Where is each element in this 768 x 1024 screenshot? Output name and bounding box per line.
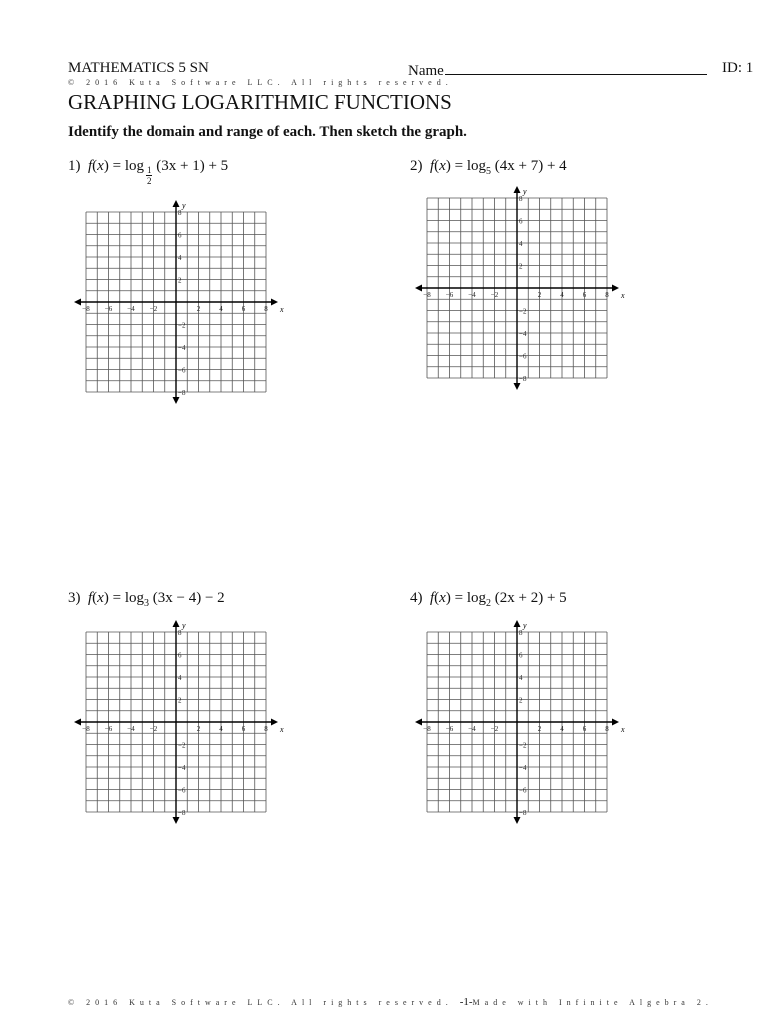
- function-name: f: [430, 590, 435, 606]
- y-tick-label: −4: [178, 764, 186, 772]
- y-tick-label: 4: [178, 674, 182, 682]
- y-tick-label: 8: [178, 629, 182, 637]
- base-numerator: 1: [146, 165, 152, 175]
- problem-2: 2) $f(x) = \log_5 (4x + 7) + 4$: [410, 158, 567, 177]
- x-axis-arrow-left-icon: [415, 285, 422, 292]
- y-tick-label: 6: [519, 217, 523, 226]
- x-tick-label: 6: [582, 291, 587, 299]
- x-tick-label: 2: [196, 305, 201, 313]
- y-axis-arrow-down-icon: [173, 397, 180, 404]
- x-tick-label: −2: [490, 291, 499, 299]
- log-argument: (3x + 1): [156, 158, 205, 174]
- x-axis-arrow-left-icon: [74, 299, 81, 306]
- x-tick-label: −8: [423, 725, 431, 733]
- y-tick-label: 2: [178, 276, 182, 285]
- function-variable: x: [97, 590, 104, 606]
- y-tick-label: 8: [178, 209, 182, 217]
- function-name: f: [430, 158, 435, 174]
- x-tick-label: −4: [468, 291, 476, 299]
- y-tick-label: −8: [519, 375, 527, 383]
- name-underline[interactable]: [445, 60, 707, 75]
- name-label: Name: [408, 63, 444, 79]
- footer-made-with: Made with Infinite Algebra 2.: [472, 998, 713, 1007]
- x-axis-arrow-right-icon: [271, 299, 278, 306]
- course-title: MATHEMATICS 5 SN: [68, 60, 209, 76]
- y-tick-label: −8: [178, 389, 186, 397]
- y-axis-arrow-up-icon: [514, 186, 521, 193]
- x-tick-label: −6: [104, 725, 113, 733]
- y-axis-arrow-down-icon: [514, 383, 521, 390]
- vertical-shift: + 4: [546, 158, 567, 174]
- problem-number: 2): [410, 158, 423, 174]
- x-tick-label: 8: [264, 305, 268, 313]
- footer-copyright: © 2016 Kuta Software LLC. All rights reserved.: [68, 998, 453, 1007]
- x-axis-label: x: [621, 291, 625, 300]
- y-tick-label: −4: [519, 330, 527, 338]
- x-tick-label: 2: [537, 725, 542, 733]
- y-tick-label: 6: [519, 651, 523, 660]
- x-tick-label: 8: [605, 725, 609, 733]
- x-axis-label: x: [621, 725, 625, 734]
- y-axis-arrow-up-icon: [514, 620, 521, 627]
- vertical-shift: + 5: [208, 158, 229, 174]
- problem-number: 3): [68, 590, 81, 606]
- log-argument: (2x + 2): [494, 590, 544, 606]
- problem-4: 4) $f(x) = \log_2 (2x + 2) + 5$: [410, 590, 567, 609]
- x-tick-label: 6: [241, 305, 246, 313]
- coordinate-grid-4[interactable]: [415, 620, 625, 835]
- y-tick-label: 8: [519, 195, 523, 203]
- y-tick-label: −4: [178, 344, 186, 352]
- y-tick-label: −8: [178, 809, 186, 817]
- y-axis-arrow-up-icon: [173, 620, 180, 627]
- x-tick-label: 8: [605, 291, 609, 299]
- log-operator: log: [466, 590, 486, 606]
- y-tick-label: −8: [519, 809, 527, 817]
- worksheet-title: GRAPHING LOGARITHMIC FUNCTIONS: [68, 90, 452, 114]
- x-tick-label: 4: [219, 305, 223, 313]
- x-tick-label: −6: [445, 291, 454, 299]
- function-name: f: [88, 590, 93, 606]
- x-tick-label: 8: [264, 725, 268, 733]
- id-label: ID: 1: [722, 60, 754, 76]
- x-tick-label: 4: [560, 725, 564, 733]
- x-tick-label: −4: [468, 725, 476, 733]
- x-tick-label: −6: [104, 305, 113, 313]
- log-base: 2: [485, 598, 491, 609]
- page-number: -1-: [459, 996, 473, 1008]
- x-tick-label: 6: [241, 725, 246, 733]
- x-tick-label: 2: [196, 725, 201, 733]
- log-base-fraction: [146, 165, 153, 186]
- x-tick-label: 2: [537, 291, 542, 299]
- y-tick-label: −6: [519, 352, 527, 361]
- function-name: f: [88, 158, 93, 174]
- problem-1: 1) f(x) = log $\frac{1}{2}$ (3x + 1) + 5: [68, 158, 229, 186]
- log-base: 3: [143, 598, 149, 609]
- y-tick-label: 2: [519, 696, 523, 705]
- vertical-shift: − 2: [204, 590, 225, 606]
- log-operator: log: [124, 158, 144, 174]
- y-axis-label: y: [523, 187, 527, 196]
- x-axis-arrow-right-icon: [612, 285, 619, 292]
- y-tick-label: 4: [519, 240, 523, 248]
- log-operator: log: [124, 590, 144, 606]
- coordinate-grid-1[interactable]: [74, 200, 284, 415]
- y-axis-label: y: [182, 201, 186, 210]
- x-tick-label: −6: [445, 725, 454, 733]
- x-tick-label: −2: [490, 725, 499, 733]
- x-tick-label: 6: [582, 725, 587, 733]
- y-tick-label: 4: [519, 674, 523, 682]
- copyright-notice: © 2016 Kuta Software LLC. All rights reserved.: [68, 78, 453, 87]
- y-tick-label: −2: [519, 741, 527, 750]
- problem-number: 4): [410, 590, 423, 606]
- x-axis-label: x: [280, 305, 284, 314]
- x-tick-label: 4: [219, 725, 223, 733]
- x-axis-label: x: [280, 725, 284, 734]
- y-tick-label: 6: [178, 231, 182, 240]
- y-tick-label: −6: [178, 786, 186, 795]
- name-field[interactable]: [408, 60, 707, 80]
- log-base: 5: [485, 166, 491, 177]
- x-axis-arrow-right-icon: [612, 719, 619, 726]
- x-tick-label: −8: [423, 291, 431, 299]
- y-tick-label: −6: [519, 786, 527, 795]
- x-axis-arrow-left-icon: [415, 719, 422, 726]
- y-axis-arrow-down-icon: [173, 817, 180, 824]
- x-tick-label: −4: [127, 305, 135, 313]
- page-footer: [68, 996, 713, 1008]
- y-tick-label: 4: [178, 254, 182, 262]
- x-tick-label: −4: [127, 725, 135, 733]
- problem-3: 3) $f(x) = \log_3 (3x - 4) - 2$: [68, 590, 225, 609]
- y-axis-arrow-down-icon: [514, 817, 521, 824]
- x-tick-label: −2: [149, 305, 158, 313]
- log-argument: (4x + 7): [494, 158, 544, 174]
- y-axis-label: y: [523, 621, 527, 630]
- y-tick-label: −2: [178, 741, 186, 750]
- y-tick-label: 6: [178, 651, 182, 660]
- x-tick-label: −2: [149, 725, 158, 733]
- problem-number: 1): [68, 158, 81, 174]
- y-tick-label: 2: [178, 696, 182, 705]
- coordinate-grid-3[interactable]: [74, 620, 284, 835]
- y-axis-arrow-up-icon: [173, 200, 180, 207]
- function-variable: x: [439, 158, 446, 174]
- x-axis-arrow-right-icon: [271, 719, 278, 726]
- y-tick-label: −2: [178, 321, 186, 330]
- log-operator: log: [466, 158, 486, 174]
- y-tick-label: −4: [519, 764, 527, 772]
- x-tick-label: −8: [82, 725, 90, 733]
- function-variable: x: [439, 590, 446, 606]
- y-axis-label: y: [182, 621, 186, 630]
- y-tick-label: 2: [519, 262, 523, 271]
- y-tick-label: −6: [178, 366, 186, 375]
- worksheet-instructions: Identify the domain and range of each. Then sketch the graph.: [68, 124, 467, 140]
- x-tick-label: −8: [82, 305, 90, 313]
- y-tick-label: −2: [519, 307, 527, 316]
- vertical-shift: + 5: [546, 590, 567, 606]
- x-axis-arrow-left-icon: [74, 719, 81, 726]
- log-argument: (3x − 4): [152, 590, 202, 606]
- coordinate-grid-2[interactable]: [415, 186, 625, 401]
- base-denominator: 2: [146, 176, 152, 186]
- function-variable: x: [97, 158, 104, 174]
- x-tick-label: 4: [560, 291, 564, 299]
- y-tick-label: 8: [519, 629, 523, 637]
